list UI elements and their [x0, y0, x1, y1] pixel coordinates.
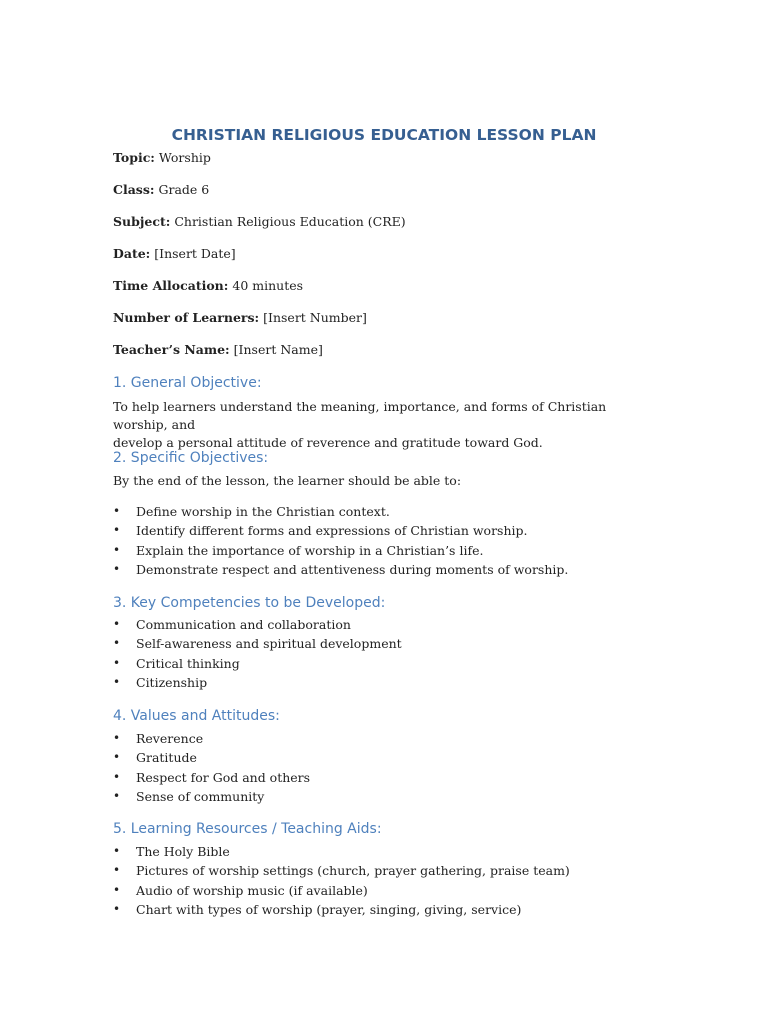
meta-value: [Insert Date] — [154, 246, 236, 261]
heading-key-competencies: 3. Key Competencies to be Developed: — [113, 595, 386, 611]
list-item-text: Citizenship — [136, 674, 208, 690]
heading-specific-objectives: 2. Specific Objectives: — [113, 450, 269, 466]
bullet-icon: • — [113, 844, 121, 858]
bullet-icon: • — [113, 769, 121, 784]
bullet-icon: • — [113, 750, 121, 765]
meta-class — [113, 182, 209, 198]
list-item-text: Define worship in the Christian context. — [136, 504, 390, 519]
list-item-text: The Holy Bible — [136, 844, 230, 859]
meta-label: Time Allocation: — [113, 278, 229, 293]
specific-objectives-intro: By the end of the lesson, the learner should be able to: — [113, 473, 462, 488]
list-item-text: Pictures of worship settings (church, prayer gathering, praise team) — [136, 863, 570, 879]
bullet-icon: • — [113, 655, 121, 670]
heading-values-attitudes: 4. Values and Attitudes: — [113, 708, 280, 724]
bullet-icon: • — [113, 504, 121, 518]
meta-label: Teacher’s Name: — [113, 342, 230, 357]
meta-value: 40 minutes — [232, 278, 304, 293]
list-item-text: Self-awareness and spiritual development — [136, 636, 402, 652]
general-objective-text — [113, 398, 663, 452]
meta-value: [Insert Number] — [263, 310, 367, 325]
bullet-icon: • — [113, 731, 121, 745]
list-item-text: Reverence — [136, 731, 204, 746]
meta-subject — [113, 214, 406, 230]
bullet-icon: • — [113, 901, 121, 916]
meta-value: Grade 6 — [158, 182, 210, 197]
meta-date — [113, 246, 236, 262]
meta-value: [Insert Name] — [233, 342, 323, 357]
meta-label: Topic: — [113, 150, 155, 165]
meta-label: Subject: — [113, 214, 171, 229]
list-item-text: Explain the importance of worship in a Christian’s life. — [136, 542, 484, 558]
meta-number-of-learners — [113, 310, 367, 326]
bullet-icon: • — [113, 674, 121, 689]
list-item-text: Chart with types of worship (prayer, singing, giving, service) — [136, 901, 522, 917]
bullet-icon: • — [113, 617, 121, 631]
list-item-text: Gratitude — [136, 750, 197, 766]
meta-teacher-name — [113, 342, 323, 358]
meta-time-allocation — [113, 278, 303, 294]
document-title: CHRISTIAN RELIGIOUS EDUCATION LESSON PLAN — [171, 126, 597, 144]
general-objective-line: develop a personal attitude of reverence and gratitude toward God. — [113, 435, 543, 450]
bullet-icon: • — [113, 882, 121, 897]
list-item-text: Demonstrate respect and attentiveness during moments of worship. — [136, 561, 569, 577]
list-item-text: Sense of community — [136, 788, 265, 804]
meta-value: Christian Religious Education (CRE) — [174, 214, 406, 229]
bullet-icon: • — [113, 636, 121, 651]
meta-topic — [113, 150, 211, 166]
general-objective-line: To help learners understand the meaning, importance, and forms of Christian worship, and — [113, 399, 607, 432]
meta-value: Worship — [158, 150, 211, 165]
list-item-text: Respect for God and others — [136, 769, 311, 785]
bullet-icon: • — [113, 863, 121, 878]
meta-label: Class: — [113, 182, 155, 197]
bullet-icon: • — [113, 561, 121, 576]
meta-label: Date: — [113, 246, 151, 261]
bullet-icon: • — [113, 523, 121, 538]
bullet-icon: • — [113, 542, 121, 557]
heading-learning-resources: 5. Learning Resources / Teaching Aids: — [113, 821, 382, 837]
bullet-icon: • — [113, 788, 121, 803]
list-item-text: Identify different forms and expressions of Christian worship. — [136, 523, 528, 539]
list-item-text: Audio of worship music (if available) — [136, 882, 368, 898]
meta-label: Number of Learners: — [113, 310, 260, 325]
list-item-text: Communication and collaboration — [136, 617, 351, 632]
heading-general-objective: 1. General Objective: — [113, 375, 262, 391]
list-item-text: Critical thinking — [136, 655, 240, 671]
